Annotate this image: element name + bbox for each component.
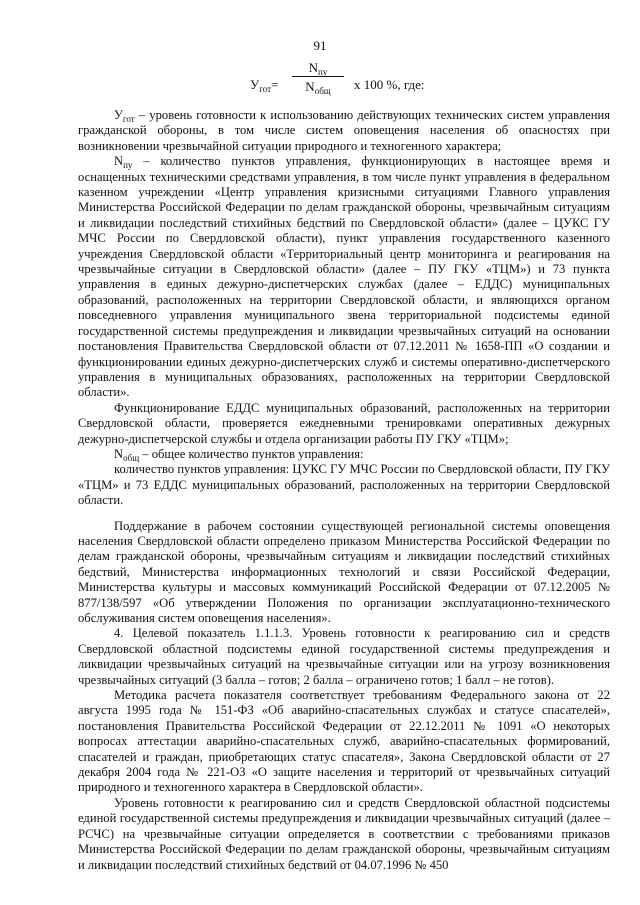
definition-u-got: $У_{гот}$ – уровень готовности к использованию действующих технических систем управления гражданской обороны, в том числе систем оповещения населения об опасностях при возникновении чрезвычайной ситуации природного и техногенного характера; bbox=[78, 108, 610, 153]
document-body bbox=[78, 108, 610, 873]
formula-lhs: $У_{гот}=$ bbox=[250, 77, 279, 94]
paragraph-methodology: Методика расчета показателя соответствует требованиям Федерального закона от 22 августа 1995 года № 151-ФЗ «Об аварийно-спасательных службах и статусе спасателей», постановления Правительства Российской Федерации от 22.12.2011 № 1091 «О некоторых вопросах аттестации аварийно-спасательных служб, аварийно-спасательных формирований, спасателей и граждан, приобретающих статус спасателя», Закона Свердловской области от 27 декабря 2004 года № 221-ОЗ «О защите населения и территорий от чрезвычайных ситуаций природного и техногенного характера в Свердловской области». bbox=[78, 688, 610, 795]
paragraph-readiness-level: Уровень готовности к реагированию сил и средств Свердловской областной подсистемы единой государственной системы предупреждения и ликвидации чрезвычайных ситуаций (далее – РСЧС) на чрезвычайные ситуации определяется в соответствии с требованиями приказов Министерства Российской Федерации по делам гражданской обороны, чрезвычайным ситуациям и ликвидации последствий стихийных бедствий от 04.07.1996 № 450 bbox=[78, 795, 610, 872]
paragraph-edds: Функционирование ЕДДС муниципальных образований, расположенных на территории Свердловской области, проверяется ежедневными тренировками оперативных дежурных дежурно-диспетчерской службы и отдела организации работы ПУ ГКУ «ТЦМ»; bbox=[78, 400, 610, 446]
paragraph-maintenance: Поддержание в рабочем состоянии существующей региональной системы оповещения населения Свердловской области определено приказом Министерства Российской Федерации по делам гражданской обороны, чрезвычайным ситуациям и ликвидации последствий стихийных бедствий, Министерства информационных технологий и связи Российской Федерации, Министерства культуры и массовых коммуникаций Российской Федерации от 07.12.2005 № 877/138/597 «Об утверждении Положения по организации эксплуатационно-технического обслуживания систем оповещения населения». bbox=[78, 518, 610, 625]
page-number: 91 bbox=[313, 38, 327, 53]
definition-n-pu: $N_{пу}$ – количество пунктов управления, функционирующих в настоящее время и оснащенных техническими средствами управления, в том числе пункт управления в федеральном казенном учреждении «Центр управления кризисными ситуациями Главного управления Министерства Российской Федерации по делам гражданской обороны, чрезвычайным ситуациям и ликвидации последствий стихийных бедствий по Свердловской области» (далее – ЦУКС ГУ МЧС России по Свердловской области), пункт управления государственного казенного учреждения Свердловской области «Территориальный центр мониторинга и реагирования на чрезвычайные ситуации в Свердловской области» (далее – ПУ ГКУ «ТЦМ») и 73 пункта управления в единых дежурно-диспетчерских службах (далее – ЕДДС) муниципальных образований, расположенных на территории Свердловской области, и являющихся органом повседневного управления муниципального звена территориальной подсистемы единой государственной системы предупреждения и ликвидации чрезвычайных ситуаций на основании постановления Правительства Свердловской области от 07.12.2011 № 1658-ПП «О создании и функционировании единых дежурно-диспетчерских служб и системы оперативно-диспетчерского управления в муниципальных образованиях, расположенных на территории Свердловской области». bbox=[78, 154, 610, 400]
formula-denominator: $N_{общ}$ bbox=[305, 79, 331, 96]
formula-fraction bbox=[292, 60, 344, 94]
paragraph-count: количество пунктов управления: ЦУКС ГУ МЧС России по Свердловской области, ПУ ГКУ «ТЦМ» и 73 ЕДДС муниципальных образований, расположенных на территории Свердловской области. bbox=[78, 462, 610, 508]
definition-n-obsh: $N_{общ}$ – общее количество пунктов управления: bbox=[114, 446, 364, 463]
formula-rhs: х 100 %, где: bbox=[354, 77, 425, 92]
formula-numerator: $N_{пу}$ bbox=[308, 60, 328, 77]
paragraph-target-indicator: 4. Целевой показатель 1.1.1.3. Уровень готовности к реагированию сил и средств Свердловской областной подсистемы единой государственной системы предупреждения и ликвидации чрезвычайных ситуаций на чрезвычайные ситуации или на угрозу возникновения чрезвычайных ситуаций (3 балла – готов; 2 балла – ограничено готов; 1 балл – не готов). bbox=[78, 626, 610, 687]
